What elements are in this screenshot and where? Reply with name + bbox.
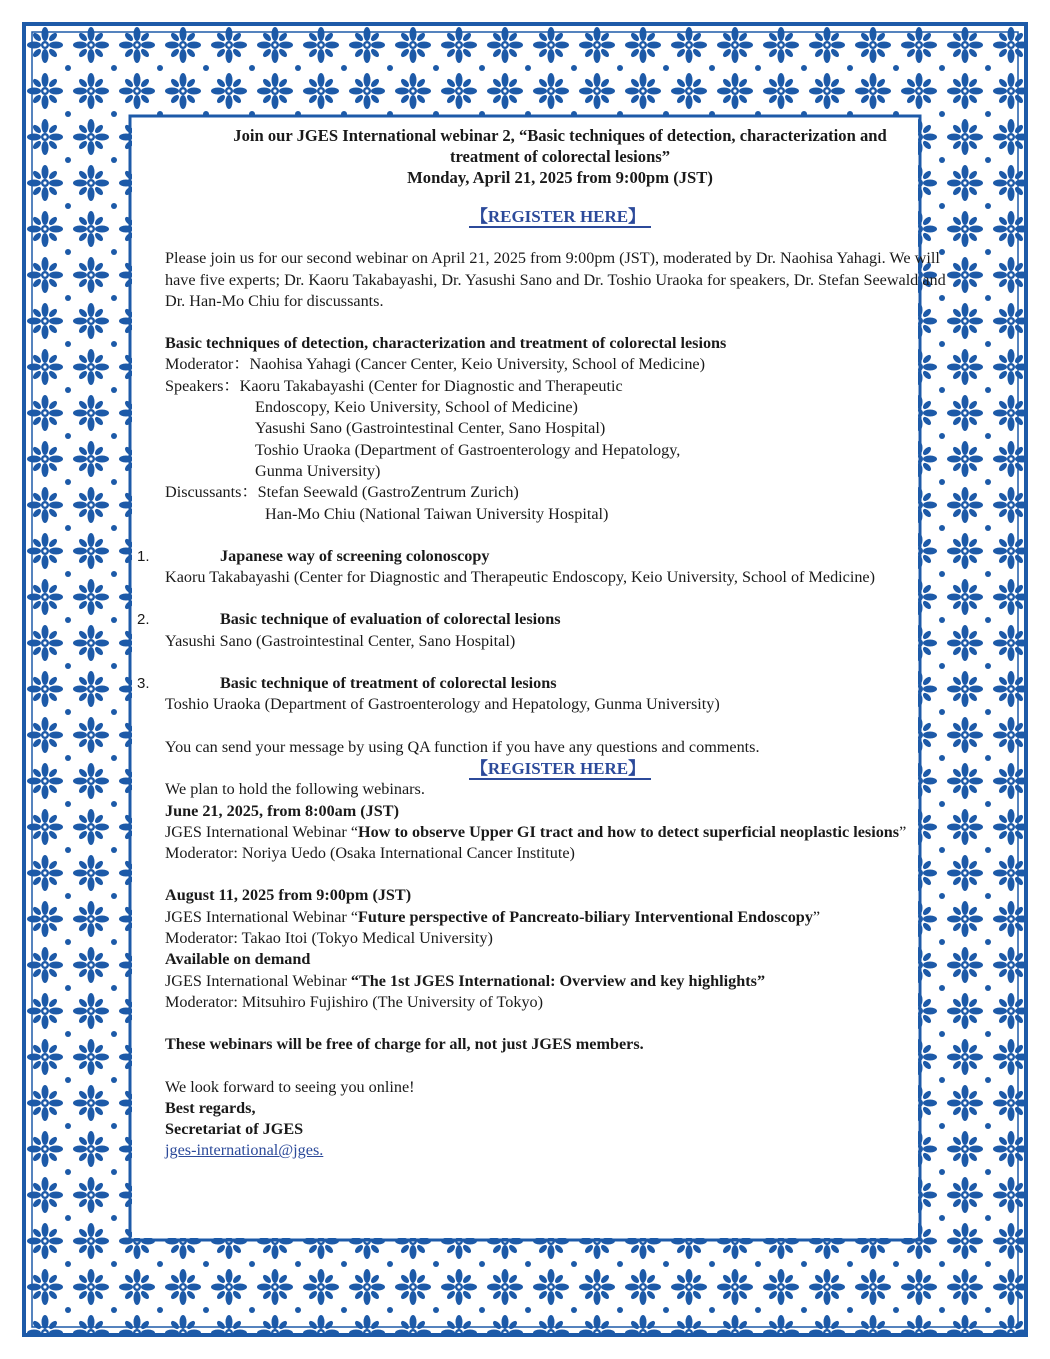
upcoming-webinar bbox=[165, 801, 955, 865]
webinar-suffix: ” bbox=[899, 822, 907, 841]
talk-speaker: Kaoru Takabayashi (Center for Diagnostic and Therapeutic Endoscopy, Keio University, School of Medicine) bbox=[165, 568, 876, 587]
register-link-top[interactable]: 【REGISTER HERE】 bbox=[469, 207, 651, 228]
talk-title: Basic technique of evaluation of colorectal lesions bbox=[220, 610, 561, 629]
webinar-title: “The 1st JGES International: Overview and key highlights” bbox=[350, 971, 766, 990]
speakers-label: Speakers： bbox=[165, 376, 240, 395]
title-line-2: treatment of colorectal lesions” bbox=[449, 147, 671, 166]
webinar-moderator: Moderator: Noriya Uedo (Osaka International Cancer Institute) bbox=[165, 844, 575, 863]
webinar-date: Available on demand bbox=[165, 950, 311, 969]
closing-line: We look forward to seeing you online! bbox=[165, 1077, 415, 1096]
speaker-line: Toshio Uraoka (Department of Gastroenterology and Hepatology, bbox=[255, 440, 681, 459]
qa-note: You can send your message by using QA function if you have any questions and comments. bbox=[165, 737, 760, 756]
talk-number: 3. bbox=[137, 675, 150, 693]
talk-item bbox=[137, 609, 955, 652]
title-date: Monday, April 21, 2025 from 9:00pm (JST) bbox=[407, 168, 713, 187]
talk-title: Basic technique of treatment of colorectal lesions bbox=[220, 674, 557, 693]
talk-item bbox=[137, 673, 955, 716]
webinar-suffix: ” bbox=[812, 907, 821, 926]
register-link-top-wrap bbox=[165, 206, 955, 227]
announcement-body bbox=[137, 125, 955, 1162]
webinar-prefix: JGES International Webinar bbox=[165, 971, 351, 990]
talk-item bbox=[137, 546, 955, 589]
speaker-line: Gunma University) bbox=[255, 461, 381, 480]
talk-speaker: Yasushi Sano (Gastrointestinal Center, Sano Hospital) bbox=[165, 631, 516, 650]
discussant-line: Stefan Seewald (GastroZentrum Zurich) bbox=[257, 483, 519, 502]
upcoming-intro: We plan to hold the following webinars. bbox=[165, 780, 425, 799]
title-line-1: Join our JGES International webinar 2, “Basic techniques of detection, characterization and bbox=[233, 126, 887, 145]
webinar-prefix: JGES International Webinar “ bbox=[165, 907, 359, 926]
upcoming-webinar bbox=[165, 885, 955, 949]
register-link-bottom-wrap bbox=[165, 758, 955, 779]
webinar-date: June 21, 2025, from 8:00am (JST) bbox=[165, 801, 399, 820]
webinar-moderator: Moderator: Takao Itoi (Tokyo Medical University) bbox=[165, 929, 493, 948]
page-title bbox=[165, 125, 955, 188]
register-link-bottom[interactable]: 【REGISTER HERE】 bbox=[469, 759, 651, 780]
talk-number: 1. bbox=[137, 547, 150, 565]
speaker-line: Yasushi Sano (Gastrointestinal Center, Sano Hospital) bbox=[255, 419, 606, 438]
email-link[interactable]: jges-international@jges. bbox=[165, 1141, 324, 1160]
speaker-line: Kaoru Takabayashi (Center for Diagnostic and Therapeutic bbox=[239, 376, 623, 395]
intro-paragraph: Please join us for our second webinar on April 21, 2025 from 9:00pm (JST), moderated by Dr. Naohisa Yahagi. We will have five experts; Dr. Kaoru Takabayashi, Dr. Yasushi Sano and Dr. Toshio Uraoka for speakers, Dr. Stefan Seewald and Dr. Han-Mo Chiu for discussants. bbox=[165, 249, 946, 310]
webinar-date: August 11, 2025 from 9:00pm (JST) bbox=[165, 886, 412, 905]
webinar-title: Future perspective of Pancreato-biliary Interventional Endoscopy bbox=[358, 907, 813, 926]
talk-title: Japanese way of screening colonoscopy bbox=[220, 546, 490, 565]
webinar-title: How to observe Upper GI tract and how to detect superficial neoplastic lesions bbox=[358, 822, 900, 841]
closing-regards: Best regards, bbox=[165, 1098, 256, 1117]
webinar-prefix: JGES International Webinar “ bbox=[165, 822, 359, 841]
program-title: Basic techniques of detection, characterization and treatment of colorectal lesions bbox=[165, 334, 727, 353]
talk-speaker: Toshio Uraoka (Department of Gastroenterology and Hepatology, Gunma University) bbox=[165, 695, 720, 714]
webinar-moderator: Moderator: Mitsuhiro Fujishiro (The University of Tokyo) bbox=[165, 992, 544, 1011]
program-moderator: Moderator：Naohisa Yahagi (Cancer Center, Keio University, School of Medicine) bbox=[165, 355, 705, 374]
free-note: These webinars will be free of charge for all, not just JGES members. bbox=[165, 1035, 644, 1054]
closing-signature: Secretariat of JGES bbox=[165, 1120, 304, 1139]
speaker-line: Endoscopy, Keio University, School of Medicine) bbox=[255, 398, 578, 417]
discussant-line: Han-Mo Chiu (National Taiwan University Hospital) bbox=[265, 504, 609, 523]
talk-number: 2. bbox=[137, 611, 150, 629]
discussants-label: Discussants： bbox=[165, 483, 258, 502]
upcoming-webinar bbox=[165, 949, 955, 1013]
